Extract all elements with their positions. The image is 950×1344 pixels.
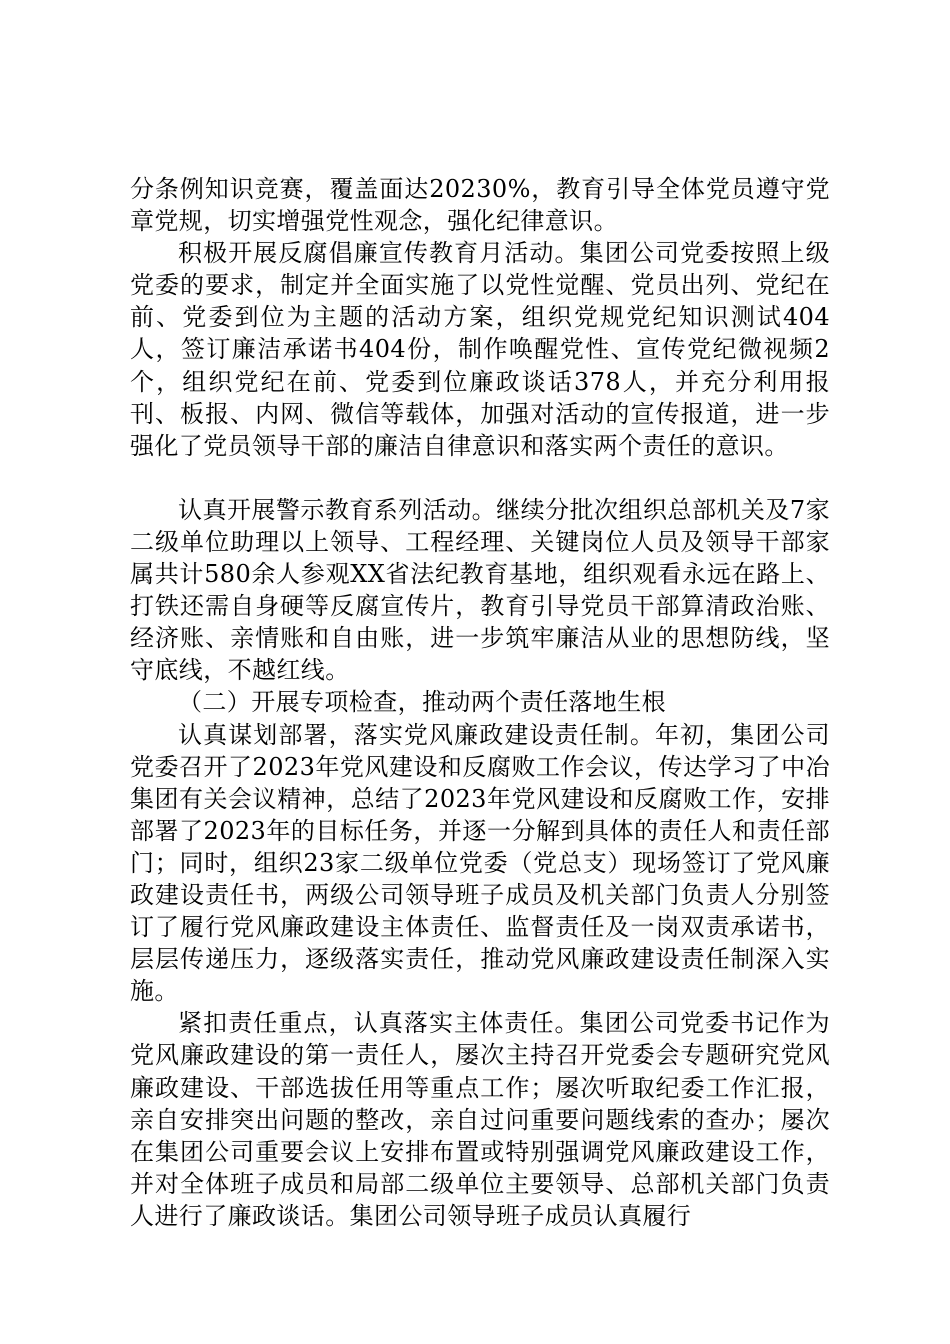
paragraph-main-responsibility: 紧扣责任重点，认真落实主体责任。集团公司党委书记作为党风廉政建设的第一责任人，屡次主持召开党委会专题研究党风廉政建设、干部选拔任用等重点工作；屡次听取纪委工作汇报，亲自安排突出问题的整改，亲自过问重要问题线索的查办；屡次在集团公司重要会议上安排布置或特别强调党风廉政建设工作，并对全体班子成员和局部二级单位主要领导、总部机关部门负责人进行了廉政谈话。集团公司领导班子成员认真履行 [130, 1009, 830, 1230]
paragraph-warning-education: 认真开展警示教育系列活动。继续分批次组织总部机关及7家二级单位助理以上领导、工程经理、关键岗位人员及领导干部家属共计580余人参观XX省法纪教育基地，组织观看永远在路上、打铁还需自身硬等反腐宣传片，教育引导党员干部算清政治账、经济账、亲情账和自由账，进一步筑牢廉洁从业的思想防线，坚守底线，不越红线。 [130, 495, 830, 685]
paragraph-responsibility-system: 认真谋划部署，落实党风廉政建设责任制。年初，集团公司党委召开了2023年党风建设和反腐败工作会议，传达学习了中冶集团有关会议精神，总结了2023年党风建设和反腐败工作，安排部署了2023年的目标任务，并逐一分解到具体的责任人和责任部门；同时，组织23家二级单位党委（党总支）现场签订了党风廉政建设责任书，两级公司领导班子成员及机关部门负责人分别签订了履行党风廉政建设主体责任、监督责任及一岗双责承诺书，层层传递压力，逐级落实责任，推动党风廉政建设责任制深入实施。 [130, 720, 830, 1006]
paragraph-spacer [130, 462, 830, 494]
document-body [130, 173, 830, 1232]
section-heading-special-inspection: （二）开展专项检查，推动两个责任落地生根 [178, 688, 666, 717]
paragraph-continuation: 分条例知识竞赛，覆盖面达20230%，教育引导全体党员遵守党章党规，切实增强党性观念，强化纪律意识。 [130, 175, 830, 236]
paragraph-anticorruption-month: 积极开展反腐倡廉宣传教育月活动。集团公司党委按照上级党委的要求，制定并全面实施了以党性觉醒、党员出列、党纪在前、党委到位为主题的活动方案，组织党规党纪知识测试404人，签订廉洁承诺书404份，制作唤醒党性、宣传党纪微视频2个，组织党纪在前、党委到位廉政谈话378人，并充分利用报刊、板报、内网、微信等载体，加强对活动的宣传报道，进一步强化了党员领导干部的廉洁自律意识和落实两个责任的意识。 [130, 239, 830, 460]
